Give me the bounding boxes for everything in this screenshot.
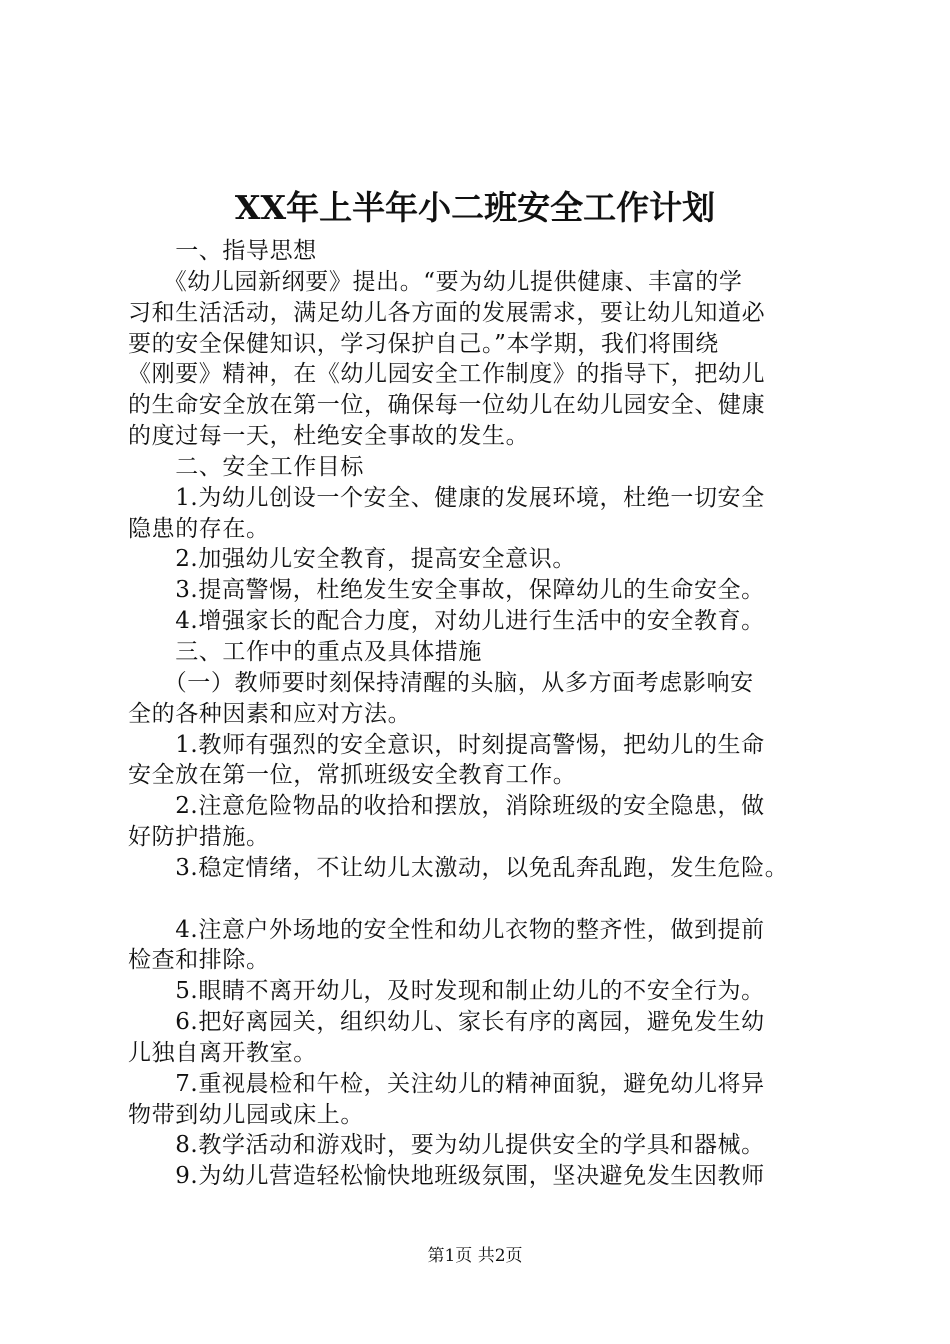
subsection-line: （一）教师要时刻保持清醒的头脑，从多方面考虑影响安 <box>128 669 754 696</box>
document-body <box>128 236 834 1192</box>
list-item-line: 1.教师有强烈的安全意识，时刻提高警惕，把幼儿的生命 <box>128 731 765 758</box>
paragraph-line: 的生命安全放在第一位，确保每一位幼儿在幼儿园安全、健康 <box>128 392 766 419</box>
section-heading: 一、指导思想 <box>128 238 317 264</box>
paragraph-line: 习和生活活动，满足幼儿各方面的发展需求，要让幼儿知道必 <box>128 299 766 326</box>
list-item-line: 3.提高警惕，杜绝发生安全事故，保障幼儿的生命安全。 <box>128 577 765 604</box>
list-item-line: 好防护措施。 <box>128 824 270 851</box>
list-item-line: 隐患的存在。 <box>128 515 270 542</box>
list-item-line: 9.为幼儿营造轻松愉快地班级氛围，坚决避免发生因教师 <box>128 1163 765 1190</box>
list-item-line: 2.注意危险物品的收拾和摆放，消除班级的安全隐患，做 <box>128 793 765 820</box>
list-item-line: 物带到幼儿园或床上。 <box>128 1101 364 1128</box>
paragraph-line: 《幼儿园新纲要》提出。“要为幼儿提供健康、丰富的学 <box>128 268 743 295</box>
list-item-line: 6.把好离园关，组织幼儿、家长有序的离园，避免发生幼 <box>128 1009 765 1036</box>
section-heading: 二、安全工作目标 <box>128 453 364 480</box>
paragraph-line: 的度过每一天，杜绝安全事故的发生。 <box>128 423 530 450</box>
document-title: XX年上半年小二班安全工作计划 <box>234 188 716 227</box>
list-item-line: 2.加强幼儿安全教育，提高安全意识。 <box>128 546 576 573</box>
list-item-line: 7.重视晨检和午检，关注幼儿的精神面貌，避免幼儿将异 <box>128 1070 765 1097</box>
list-item-line: 8.教学活动和游戏时，要为幼儿提供安全的学具和器械。 <box>128 1132 765 1159</box>
list-item-line: 4.增强家长的配合力度，对幼儿进行生活中的安全教育。 <box>128 608 765 635</box>
list-item-line: 4.注意户外场地的安全性和幼儿衣物的整齐性，做到提前 <box>128 916 765 943</box>
list-item-line: 1.为幼儿创设一个安全、健康的发展环境，杜绝一切安全 <box>128 484 765 511</box>
list-item-line: 儿独自离开教室。 <box>128 1039 317 1066</box>
list-item-line: 检查和排除。 <box>128 947 270 974</box>
subsection-line: 全的各种因素和应对方法。 <box>128 700 412 727</box>
paragraph-line: 《刚要》精神，在《幼儿园安全工作制度》的指导下，把幼儿 <box>128 361 766 388</box>
blank-line <box>128 884 834 915</box>
list-item-line: 5.眼睛不离开幼儿，及时发现和制止幼儿的不安全行为。 <box>128 978 765 1005</box>
list-item-line: 3.稳定情绪，不让幼儿太激动，以免乱奔乱跑，发生危险。 <box>128 854 789 881</box>
section-heading: 三、工作中的重点及具体措施 <box>128 638 482 665</box>
list-item-line: 安全放在第一位，常抓班级安全教育工作。 <box>128 762 577 789</box>
page-footer: 第1页 共2页 <box>427 1246 523 1266</box>
paragraph-line: 要的安全保健知识，学习保护自己。”本学期，我们将围绕 <box>128 330 719 357</box>
